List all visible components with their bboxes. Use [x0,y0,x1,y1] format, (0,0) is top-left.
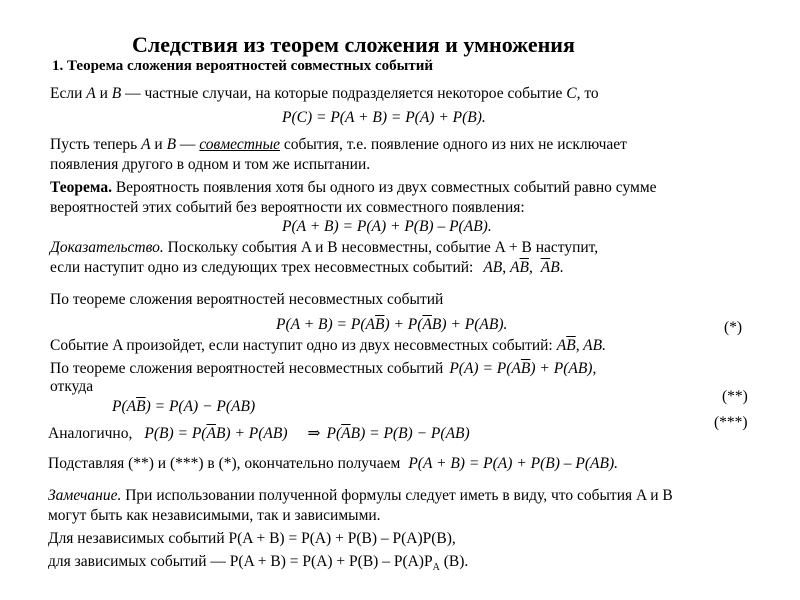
proof-line-2: если наступит одно из следующих трех несовместных событий: AB, $A\overline{B}$, $\overline{A}B$. [50,259,564,276]
remark-line-4: для зависимых событий — $P(A + B) = P(A) + P(B) - P(A)P_A$ (B). [48,553,469,574]
remark-line-2: могут быть как независимыми, так и зависимыми. [48,507,381,524]
paragraph-2-line-1: Пусть теперь A и B — совместные события, т.е. появление одного из них не исключает [50,136,627,153]
theorem-line-2: вероятностей этих событий без вероятности их совместного появления: [50,199,525,216]
paragraph-5-line-2: откуда [50,378,94,395]
theorem-line-1: Теорема. Вероятность появления хотя бы одного из двух совместных событий равно сумме [50,179,657,196]
paragraph-5-line-1: По теореме сложения вероятностей несовместных событий $P(A) = P(A\overline{B}) + P(AB)$, [50,360,597,377]
equation-tag-triple-star: (***) [714,414,748,431]
equation-3: $P(A + B) = P(A\overline{B}) + P(\overline{A}B) + P(AB)$. [276,316,508,333]
remark-line-3: Для независимых событий P(A + B) = P(A) + P(B) – P(A)P(B), [48,530,456,547]
equation-tag-double-star: (**) [722,388,748,405]
equation-5: Аналогично, $P(B) = P(\overline{A}B) + P(AB)$ ⇒ $P(\overline{A}B) = P(B) - P(AB)$ [48,425,470,442]
proof-line-1: Доказательство. Поскольку события A и B несовместны, событие A + B наступит, [50,239,599,256]
paragraph-6: Подставляя (**) и (***) в (*), окончательно получаем P(A + B) = P(A) + P(B) – P(AB). [48,455,619,472]
paragraph-2-line-2: появления другого в одном и том же испытании. [50,156,371,173]
paragraph-3: По теореме сложения вероятностей несовместных событий [50,291,444,308]
remark-line-1: Замечание. При использовании полученной формулы следует иметь в виду, что события A и B [48,487,673,504]
paragraph-1: Если A и B — частные случаи, на которые подразделяется некоторое событие C, то [50,85,599,102]
section-heading: 1. Теорема сложения вероятностей совместных событий [52,58,433,74]
slide-title: Следствия из теорем сложения и умножения [132,32,575,57]
equation-1: P(C) = P(A + B) = P(A) + P(B). [282,109,486,126]
equation-4: $P(A\overline{B}) = P(A) - P(AB)$ [112,398,256,415]
equation-tag-star: (*) [724,319,743,336]
equation-2: P(A + B) = P(A) + P(B) – P(AB). [282,218,492,235]
paragraph-4: Событие A произойдет, если наступит одно из двух несовместных событий: $A\overline{B}$, AB. [50,337,606,354]
